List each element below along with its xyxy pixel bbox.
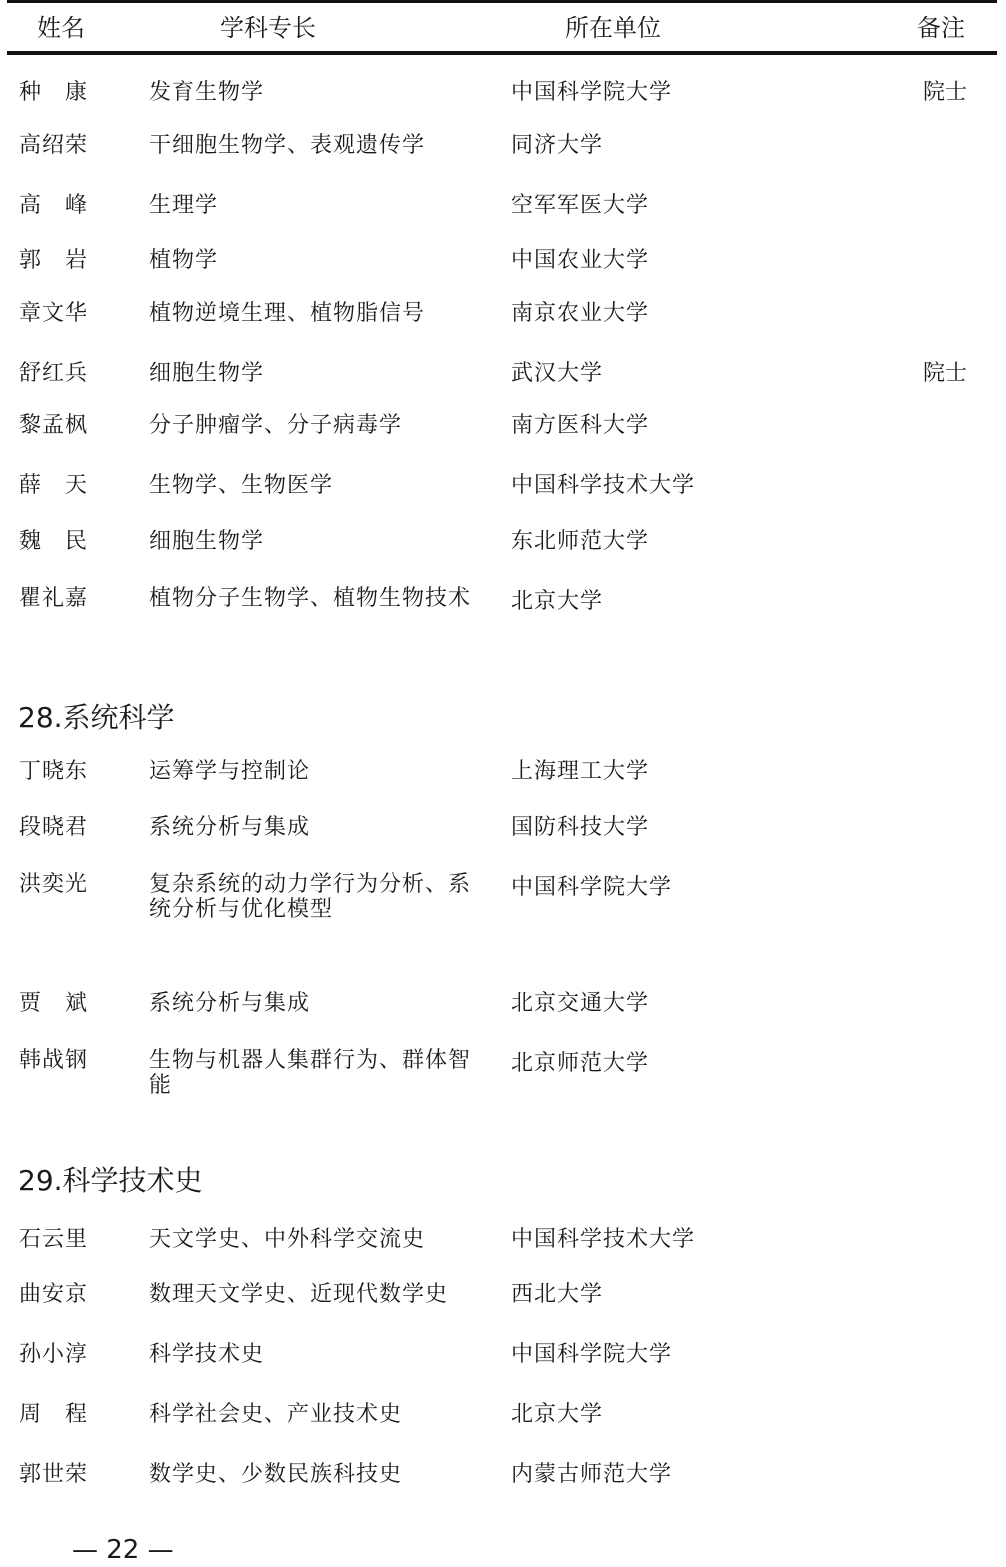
page-number: — 22 — — [72, 1535, 174, 1565]
cell-unit: 北京大学 — [511, 589, 604, 614]
cell-name: 郭 岩 — [19, 248, 89, 273]
cell-unit: 北京师范大学 — [511, 1051, 650, 1076]
cell-specialty: 生物与机器人集群行为、群体智能 — [149, 1048, 472, 1098]
cell-unit: 中国科学院大学 — [511, 875, 673, 900]
cell-specialty: 科学社会史、产业技术史 — [149, 1402, 403, 1427]
cell-unit: 南京农业大学 — [511, 301, 650, 326]
cell-specialty: 植物学 — [149, 248, 219, 273]
header-specialty: 学科专长 — [220, 14, 316, 42]
cell-unit: 中国科学院大学 — [511, 80, 673, 105]
cell-unit: 东北师范大学 — [511, 529, 650, 554]
cell-unit: 中国科学技术大学 — [511, 473, 696, 498]
cell-specialty: 系统分析与集成 — [149, 991, 311, 1016]
cell-unit: 空军军医大学 — [511, 193, 650, 218]
section-title-history-of-science: 29.科学技术史 — [18, 1164, 203, 1197]
cell-name: 高绍荣 — [19, 133, 89, 158]
cell-name: 黎孟枫 — [19, 413, 89, 438]
cell-unit: 武汉大学 — [511, 361, 604, 386]
cell-name: 魏 民 — [19, 529, 89, 554]
cell-specialty: 干细胞生物学、表观遗传学 — [149, 133, 426, 158]
header-name: 姓名 — [37, 14, 85, 42]
cell-name: 曲安京 — [19, 1282, 89, 1307]
cell-name: 郭世荣 — [19, 1462, 89, 1487]
cell-name: 周 程 — [19, 1402, 89, 1427]
cell-name: 丁晓东 — [19, 759, 89, 784]
cell-unit: 南方医科大学 — [511, 413, 650, 438]
cell-name: 孙小淳 — [19, 1342, 89, 1367]
section-title-systems-science: 28.系统科学 — [18, 701, 175, 734]
cell-specialty: 数学史、少数民族科技史 — [149, 1462, 403, 1487]
cell-name: 贾 斌 — [19, 991, 89, 1016]
cell-name: 高 峰 — [19, 193, 89, 218]
cell-specialty: 运筹学与控制论 — [149, 759, 311, 784]
cell-specialty: 复杂系统的动力学行为分析、系统分析与优化模型 — [149, 872, 472, 922]
header-unit: 所在单位 — [565, 14, 661, 42]
cell-unit: 中国科学技术大学 — [511, 1227, 696, 1252]
cell-unit: 内蒙古师范大学 — [511, 1462, 673, 1487]
cell-specialty: 细胞生物学 — [149, 529, 265, 554]
cell-specialty: 天文学史、中外科学交流史 — [149, 1227, 426, 1252]
cell-specialty: 科学技术史 — [149, 1342, 265, 1367]
cell-unit: 中国农业大学 — [511, 248, 650, 273]
header-note: 备注 — [917, 14, 965, 42]
cell-name: 石云里 — [19, 1227, 89, 1252]
cell-specialty: 生理学 — [149, 193, 219, 218]
cell-unit: 上海理工大学 — [511, 759, 650, 784]
cell-unit: 北京交通大学 — [511, 991, 650, 1016]
cell-name: 段晓君 — [19, 815, 89, 840]
cell-name: 瞿礼嘉 — [19, 586, 89, 611]
header-bottom-rule — [7, 51, 997, 55]
cell-specialty: 数理天文学史、近现代数学史 — [149, 1282, 449, 1307]
cell-note: 院士 — [923, 361, 968, 386]
cell-specialty: 发育生物学 — [149, 80, 265, 105]
header-top-rule — [7, 0, 997, 3]
cell-name: 洪奕光 — [19, 872, 89, 897]
cell-unit: 同济大学 — [511, 133, 604, 158]
cell-name: 舒红兵 — [19, 361, 89, 386]
cell-unit: 中国科学院大学 — [511, 1342, 673, 1367]
cell-note: 院士 — [923, 80, 968, 105]
cell-unit: 北京大学 — [511, 1402, 604, 1427]
cell-specialty: 生物学、生物医学 — [149, 473, 334, 498]
cell-specialty: 植物逆境生理、植物脂信号 — [149, 301, 426, 326]
cell-unit: 国防科技大学 — [511, 815, 650, 840]
cell-specialty: 植物分子生物学、植物生物技术 — [149, 586, 472, 611]
cell-specialty: 分子肿瘤学、分子病毒学 — [149, 413, 403, 438]
cell-name: 韩战钢 — [19, 1048, 89, 1073]
cell-specialty: 系统分析与集成 — [149, 815, 311, 840]
cell-unit: 西北大学 — [511, 1282, 604, 1307]
cell-name: 薛 天 — [19, 473, 89, 498]
cell-specialty: 细胞生物学 — [149, 361, 265, 386]
table-header — [7, 0, 997, 56]
cell-name: 章文华 — [19, 301, 89, 326]
cell-name: 种 康 — [19, 80, 89, 105]
